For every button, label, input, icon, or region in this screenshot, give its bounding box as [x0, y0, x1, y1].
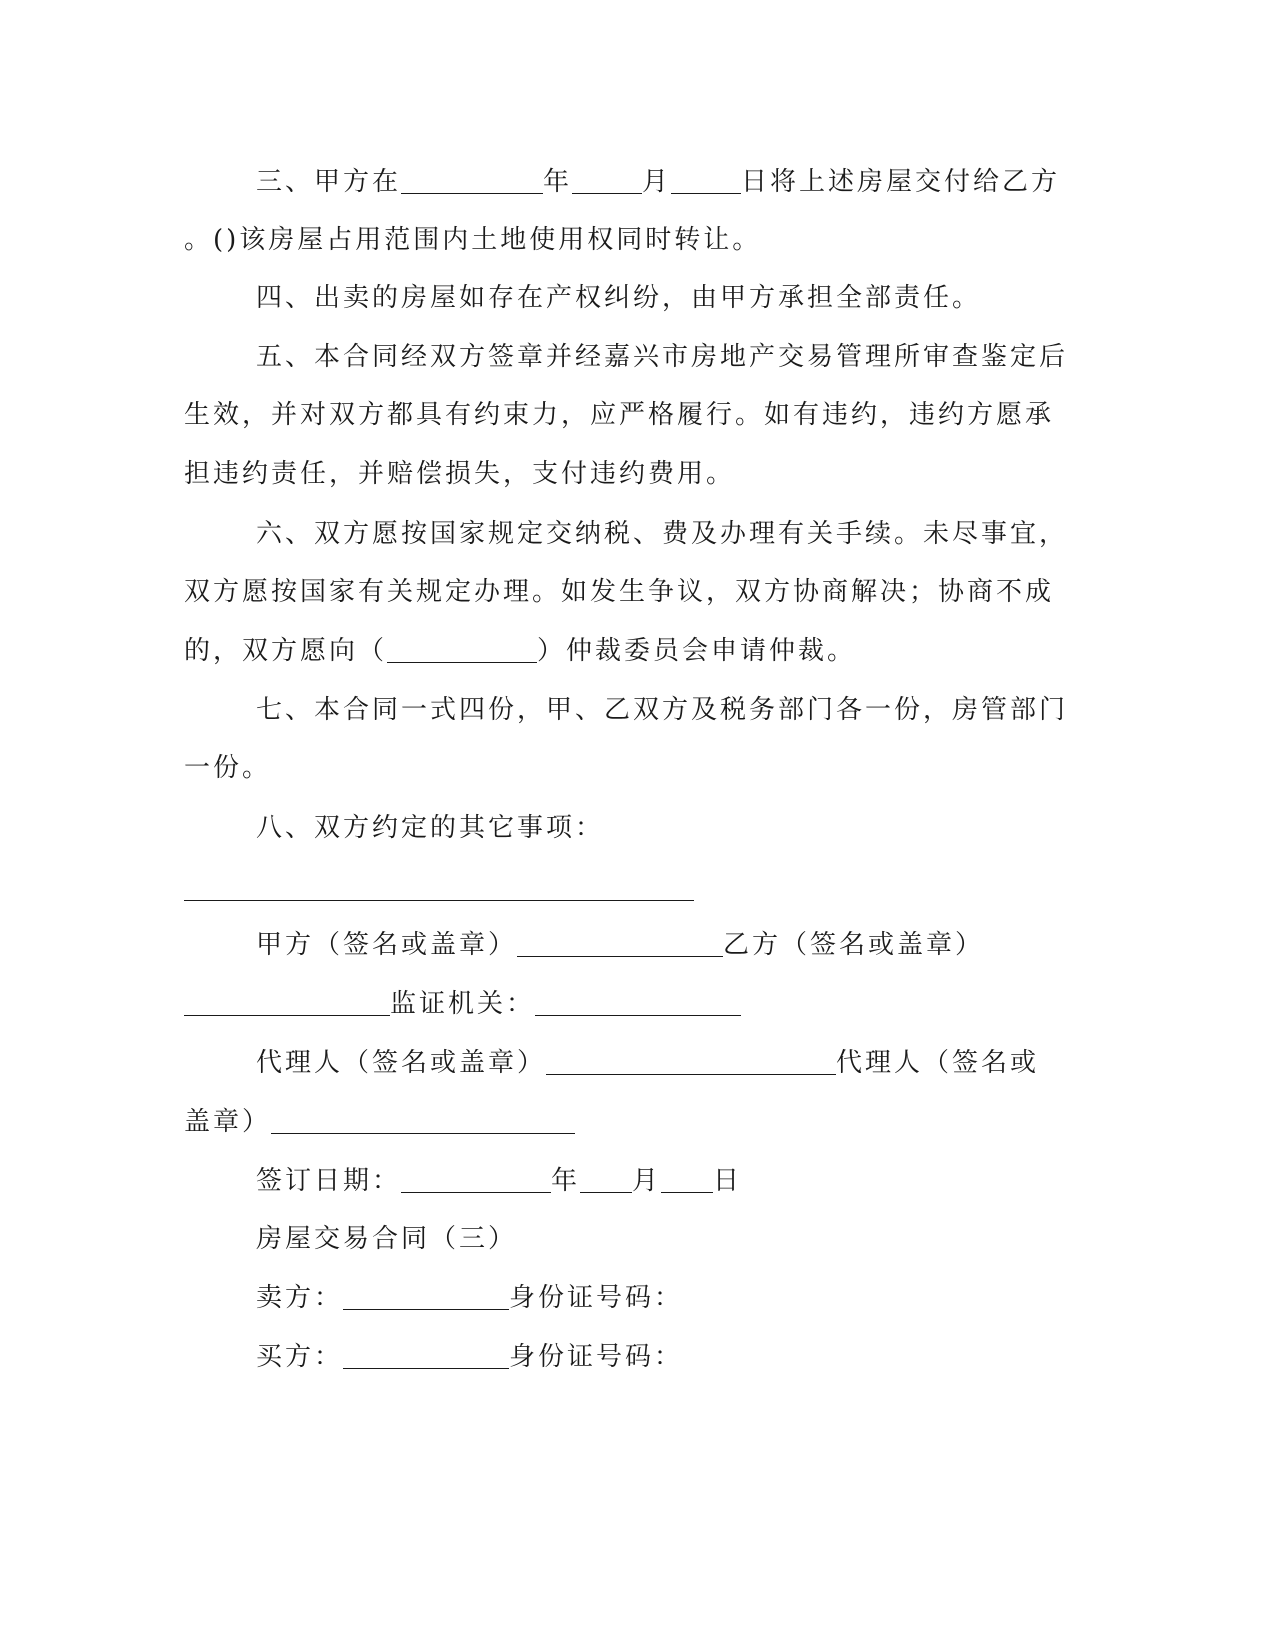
seller-id-label: 身份证号码： [509, 1283, 684, 1313]
clause-5-line-1: 五、本合同经双方签章并经嘉兴市房地产交易管理所审查鉴定后 [256, 342, 1069, 372]
clause-8: 八、双方约定的其它事项： [256, 813, 605, 843]
clause-7-line-1: 七、本合同一式四份，甲、乙双方及税务部门各一份，房管部门 [256, 695, 1069, 725]
date-month-blank [580, 1166, 632, 1193]
signature-agent-line [256, 1045, 1039, 1081]
contract-3-title: 房屋交易合同（三） [256, 1224, 518, 1254]
signing-date-line [256, 1163, 742, 1199]
agent-2-blank [271, 1107, 575, 1134]
seller-label: 卖方： [256, 1283, 344, 1313]
clause-5-line-2: 生效，并对双方都具有约束力，应严格履行。如有违约，违约方愿承 [184, 400, 1055, 430]
party-a-blank [517, 930, 723, 957]
date-label: 签订日期： [256, 1166, 402, 1196]
arbitration-blank [387, 636, 537, 663]
clause-3-year: 年 [543, 167, 573, 197]
signature-party-line [256, 927, 984, 963]
buyer-label: 买方： [256, 1342, 344, 1372]
agent-1-label: 代理人（签名或盖章） [256, 1048, 547, 1078]
signature-agent-line-2 [184, 1104, 575, 1140]
buyer-line [256, 1339, 683, 1375]
seller-line [256, 1280, 683, 1316]
clause-6-line-3-prefix: 的，双方愿向（ [184, 636, 388, 666]
clause-3-prefix: 三、甲方在 [256, 167, 402, 197]
clause-3-month: 月 [642, 167, 672, 197]
other-matters-blank [184, 900, 694, 901]
clause-3-line-2: 。()该房屋占用范围内土地使用权同时转让。 [184, 225, 762, 255]
date-month: 月 [632, 1166, 662, 1196]
seller-blank [343, 1283, 509, 1310]
clause-6-line-3 [184, 633, 856, 669]
clause-3-suffix: 日将上述房屋交付给乙方 [741, 167, 1061, 197]
date-year-blank [401, 1166, 551, 1193]
month-blank [572, 167, 642, 194]
buyer-id-label: 身份证号码： [509, 1342, 684, 1372]
authority-label: 监证机关： [390, 989, 536, 1019]
agent-2-label-cont: 盖章） [184, 1107, 272, 1137]
authority-blank [535, 989, 741, 1016]
day-blank [671, 167, 741, 194]
buyer-blank [343, 1342, 509, 1369]
clause-6-line-1: 六、双方愿按国家规定交纳税、费及办理有关手续。未尽事宜， [256, 519, 1069, 549]
party-a-label: 甲方（签名或盖章） [256, 930, 518, 960]
signature-authority-line [184, 986, 741, 1022]
date-day: 日 [713, 1166, 743, 1196]
clause-6-line-2: 双方愿按国家有关规定办理。如发生争议，双方协商解决；协商不成 [184, 577, 1055, 607]
agent-1-blank [546, 1048, 836, 1075]
clause-3-line-1 [256, 164, 1060, 200]
party-b-label: 乙方（签名或盖章） [723, 930, 985, 960]
agent-2-label: 代理人（签名或 [836, 1048, 1040, 1078]
clause-4: 四、出卖的房屋如存在产权纠纷，由甲方承担全部责任。 [256, 283, 982, 313]
clause-5-line-3: 担违约责任，并赔偿损失，支付违约费用。 [184, 459, 736, 489]
clause-6-line-3-suffix: ）仲裁委员会申请仲裁。 [537, 636, 857, 666]
year-blank [401, 167, 543, 194]
clause-7-line-2: 一份。 [184, 753, 272, 783]
date-day-blank [661, 1166, 713, 1193]
party-b-blank [184, 989, 390, 1016]
date-year: 年 [551, 1166, 581, 1196]
